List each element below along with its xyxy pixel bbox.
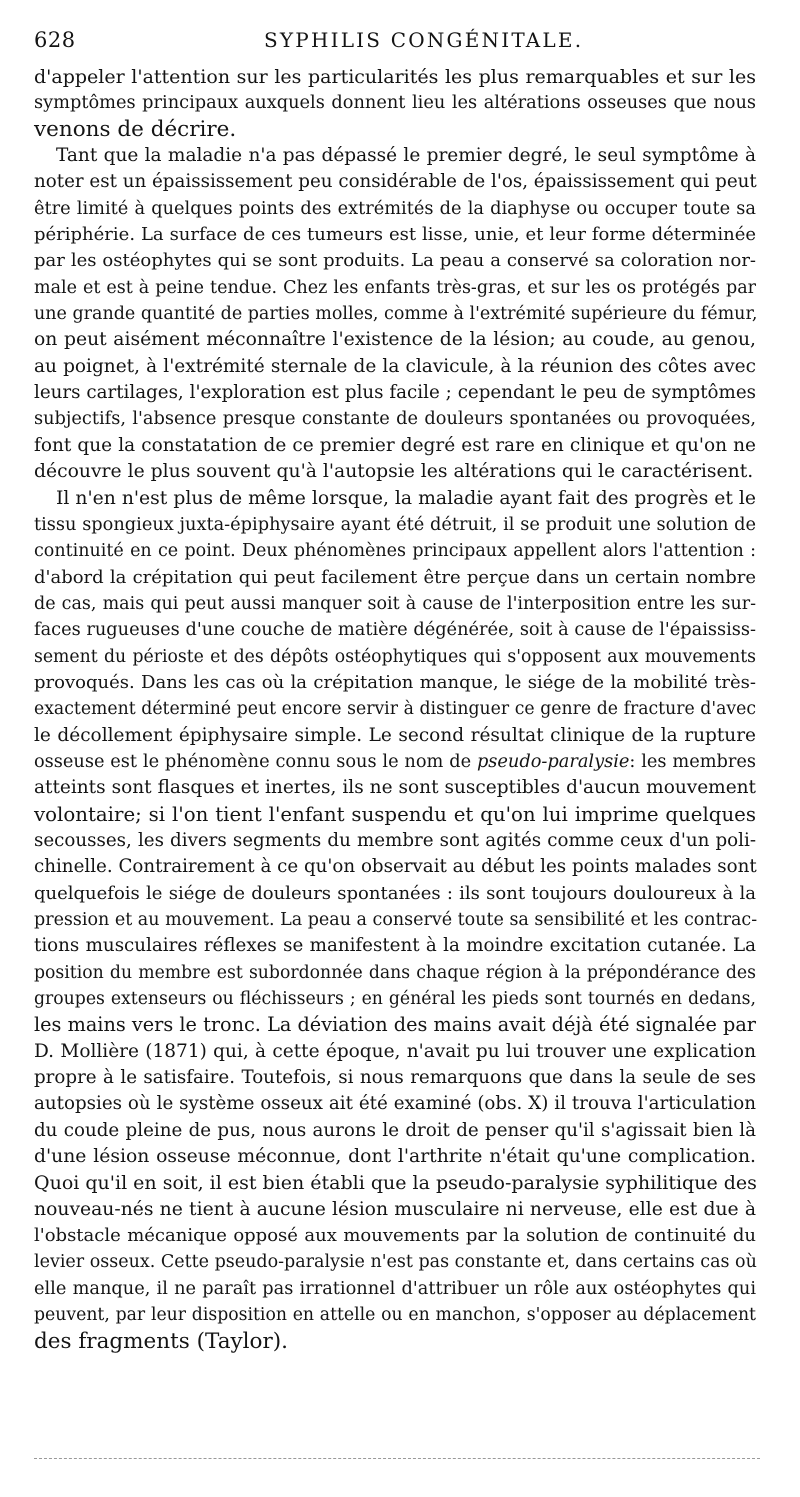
- paragraph-1: [34, 64, 756, 143]
- text-line: des fragments (Taylor).: [34, 1328, 288, 1354]
- text-line: découvre le plus souvent qu'à l'autopsie les altérations qui le caractérisent.: [34, 461, 754, 483]
- text-line: atteints sont flasques et inertes, ils ne sont susceptibles d'aucun mouvement: [34, 777, 756, 799]
- italic-term: pseudo-paralysie: [476, 751, 630, 772]
- text-line: être limité à quelques points des extrémités de la diaphyse ou occuper toute sa: [34, 198, 756, 219]
- text-line: on peut aisément méconnaître l'existence de la lésion; au coude, au genou,: [34, 329, 756, 351]
- text-line: d'appeler l'attention sur les particularités les plus remarquables et sur les: [34, 66, 756, 88]
- text-line: noter est un épaississement peu considérable de l'os, épaississement qui peut: [34, 171, 757, 193]
- footer-rule: [34, 1458, 760, 1459]
- text-line: osseuse est le phénomène connu sous le nom de pseudo-paralysie: les membres: [34, 751, 756, 772]
- text-line: elle manque, il ne paraît pas irrationnel d'attribuer un rôle aux ostéophytes qui: [34, 1278, 756, 1299]
- text-line: d'une lésion osseuse méconnue, dont l'arthrite n'était qu'une complication.: [34, 1146, 756, 1168]
- text-line: venons de décrire.: [34, 116, 237, 142]
- text-line: exactement déterminé peut encore servir à distinguer ce genre de fracture d'avec: [34, 699, 756, 720]
- text-line: levier osseux. Cette pseudo-paralysie n'est pas constante et, dans certains cas où: [34, 1252, 757, 1273]
- text-line: Il n'en n'est plus de même lorsque, la maladie ayant fait des progrès et le: [56, 487, 756, 509]
- text-line: Quoi qu'il en soit, il est bien établi que la pseudo-paralysie syphilitique des: [34, 1172, 757, 1195]
- text-line: d'abord la crépitation qui peut facilement être perçue dans un certain nombre: [34, 566, 756, 588]
- page-header: [34, 28, 759, 56]
- running-title: SYPHILIS CONGÉNITALE.: [264, 28, 584, 52]
- text-line: faces rugueuses d'une couche de matière dégénérée, soit à cause de l'épaississ-: [34, 620, 756, 641]
- text-line: position du membre est subordonnée dans chaque région à la prépondérance des: [34, 962, 756, 983]
- text-line: les mains vers le tronc. La déviation des mains avait déjà été signalée par: [34, 1013, 756, 1037]
- text-line: Tant que la maladie n'a pas dépassé le premier degré, le seul symptôme à: [56, 145, 756, 167]
- text-line: le décollement épiphysaire simple. Le second résultat clinique de la rupture: [34, 724, 756, 746]
- text-line: au poignet, à l'extrémité sternale de la clavicule, à la réunion des côtes avec: [34, 355, 756, 377]
- text-line: continuité en ce point. Deux phénomènes principaux appellent alors l'attention :: [34, 541, 756, 562]
- text-line: sement du périoste et des dépôts ostéophytiques qui s'opposent aux mouvements: [34, 646, 756, 667]
- text-line: périphérie. La surface de ces tumeurs est lisse, unie, et leur forme déterminée: [34, 224, 756, 246]
- text-line: D. Mollière (1871) qui, à cette époque, n'avait pu lui trouver une explication: [34, 1040, 756, 1062]
- paragraph-3: [34, 486, 756, 1355]
- text-line: tissu spongieux juxta-épiphysaire ayant été détruit, il se produit une solution de: [34, 514, 756, 535]
- text-line: autopsies où le système osseux ait été examiné (obs. X) il trouva l'articulation: [34, 1093, 756, 1115]
- paragraph-2: [34, 143, 756, 485]
- text-line: symptômes principaux auxquels donnent lieu les altérations osseuses que nous: [34, 93, 756, 114]
- text-line: l'obstacle mécanique opposé aux mouvements par la solution de continuité du: [34, 1225, 756, 1247]
- text-line: groupes extenseurs ou fléchisseurs ; en général les pieds sont tournés en dedans,: [34, 989, 756, 1010]
- text-line: propre à le satisfaire. Toutefois, si nous remarquons que dans la seule de ses: [34, 1067, 756, 1089]
- text-line: font que la constatation de ce premier degré est rare en clinique et qu'on ne: [34, 434, 756, 456]
- text-line: leurs cartilages, l'exploration est plus facile ; cependant le peu de symptômes: [34, 382, 756, 404]
- text-line: du coude pleine de pus, nous aurons le droit de penser qu'il s'agissait bien là: [34, 1119, 756, 1141]
- text-line: volontaire; si l'on tient l'enfant suspendu et qu'on lui imprime quelques: [34, 802, 756, 826]
- text-line: quelquefois le siége de douleurs spontanées : ils sont toujours douloureux à la: [34, 882, 756, 904]
- text-line: chinelle. Contrairement à ce qu'on observait au début les points malades sont: [34, 856, 757, 878]
- text-line: nouveau-nés ne tient à aucune lésion musculaire ni nerveuse, elle est due à: [34, 1198, 756, 1220]
- text-line: provoqués. Dans les cas où la crépitation manque, le siége de la mobilité très-: [34, 671, 756, 693]
- text-line: secousses, les divers segments du membre sont agités comme ceux d'un poli-: [34, 829, 756, 851]
- text-line: pression et au mouvement. La peau a conservé toute sa sensibilité et les contrac-: [34, 910, 758, 930]
- text-line: tions musculaires réflexes se manifestent à la moindre excitation cutanée. La: [34, 935, 756, 957]
- text-line: par les ostéophytes qui se sont produits. La peau a conservé sa coloration nor-: [34, 250, 756, 272]
- text-line: subjectifs, l'absence presque constante de douleurs spontanées ou provoquées,: [34, 409, 756, 430]
- page-number: 628: [34, 28, 76, 52]
- text-line: peuvent, par leur disposition en attelle ou en manchon, s'opposer au déplacement: [34, 1305, 756, 1326]
- text-line: male et est à peine tendue. Chez les enfants très-gras, et sur les os protégés par: [34, 277, 756, 298]
- text-line: une grande quantité de parties molles, comme à l'extrémité supérieure du fémur,: [34, 304, 758, 325]
- text-line: de cas, mais qui peut aussi manquer soit à cause de l'interposition entre les sur-: [34, 593, 756, 614]
- body-text: [34, 64, 756, 1355]
